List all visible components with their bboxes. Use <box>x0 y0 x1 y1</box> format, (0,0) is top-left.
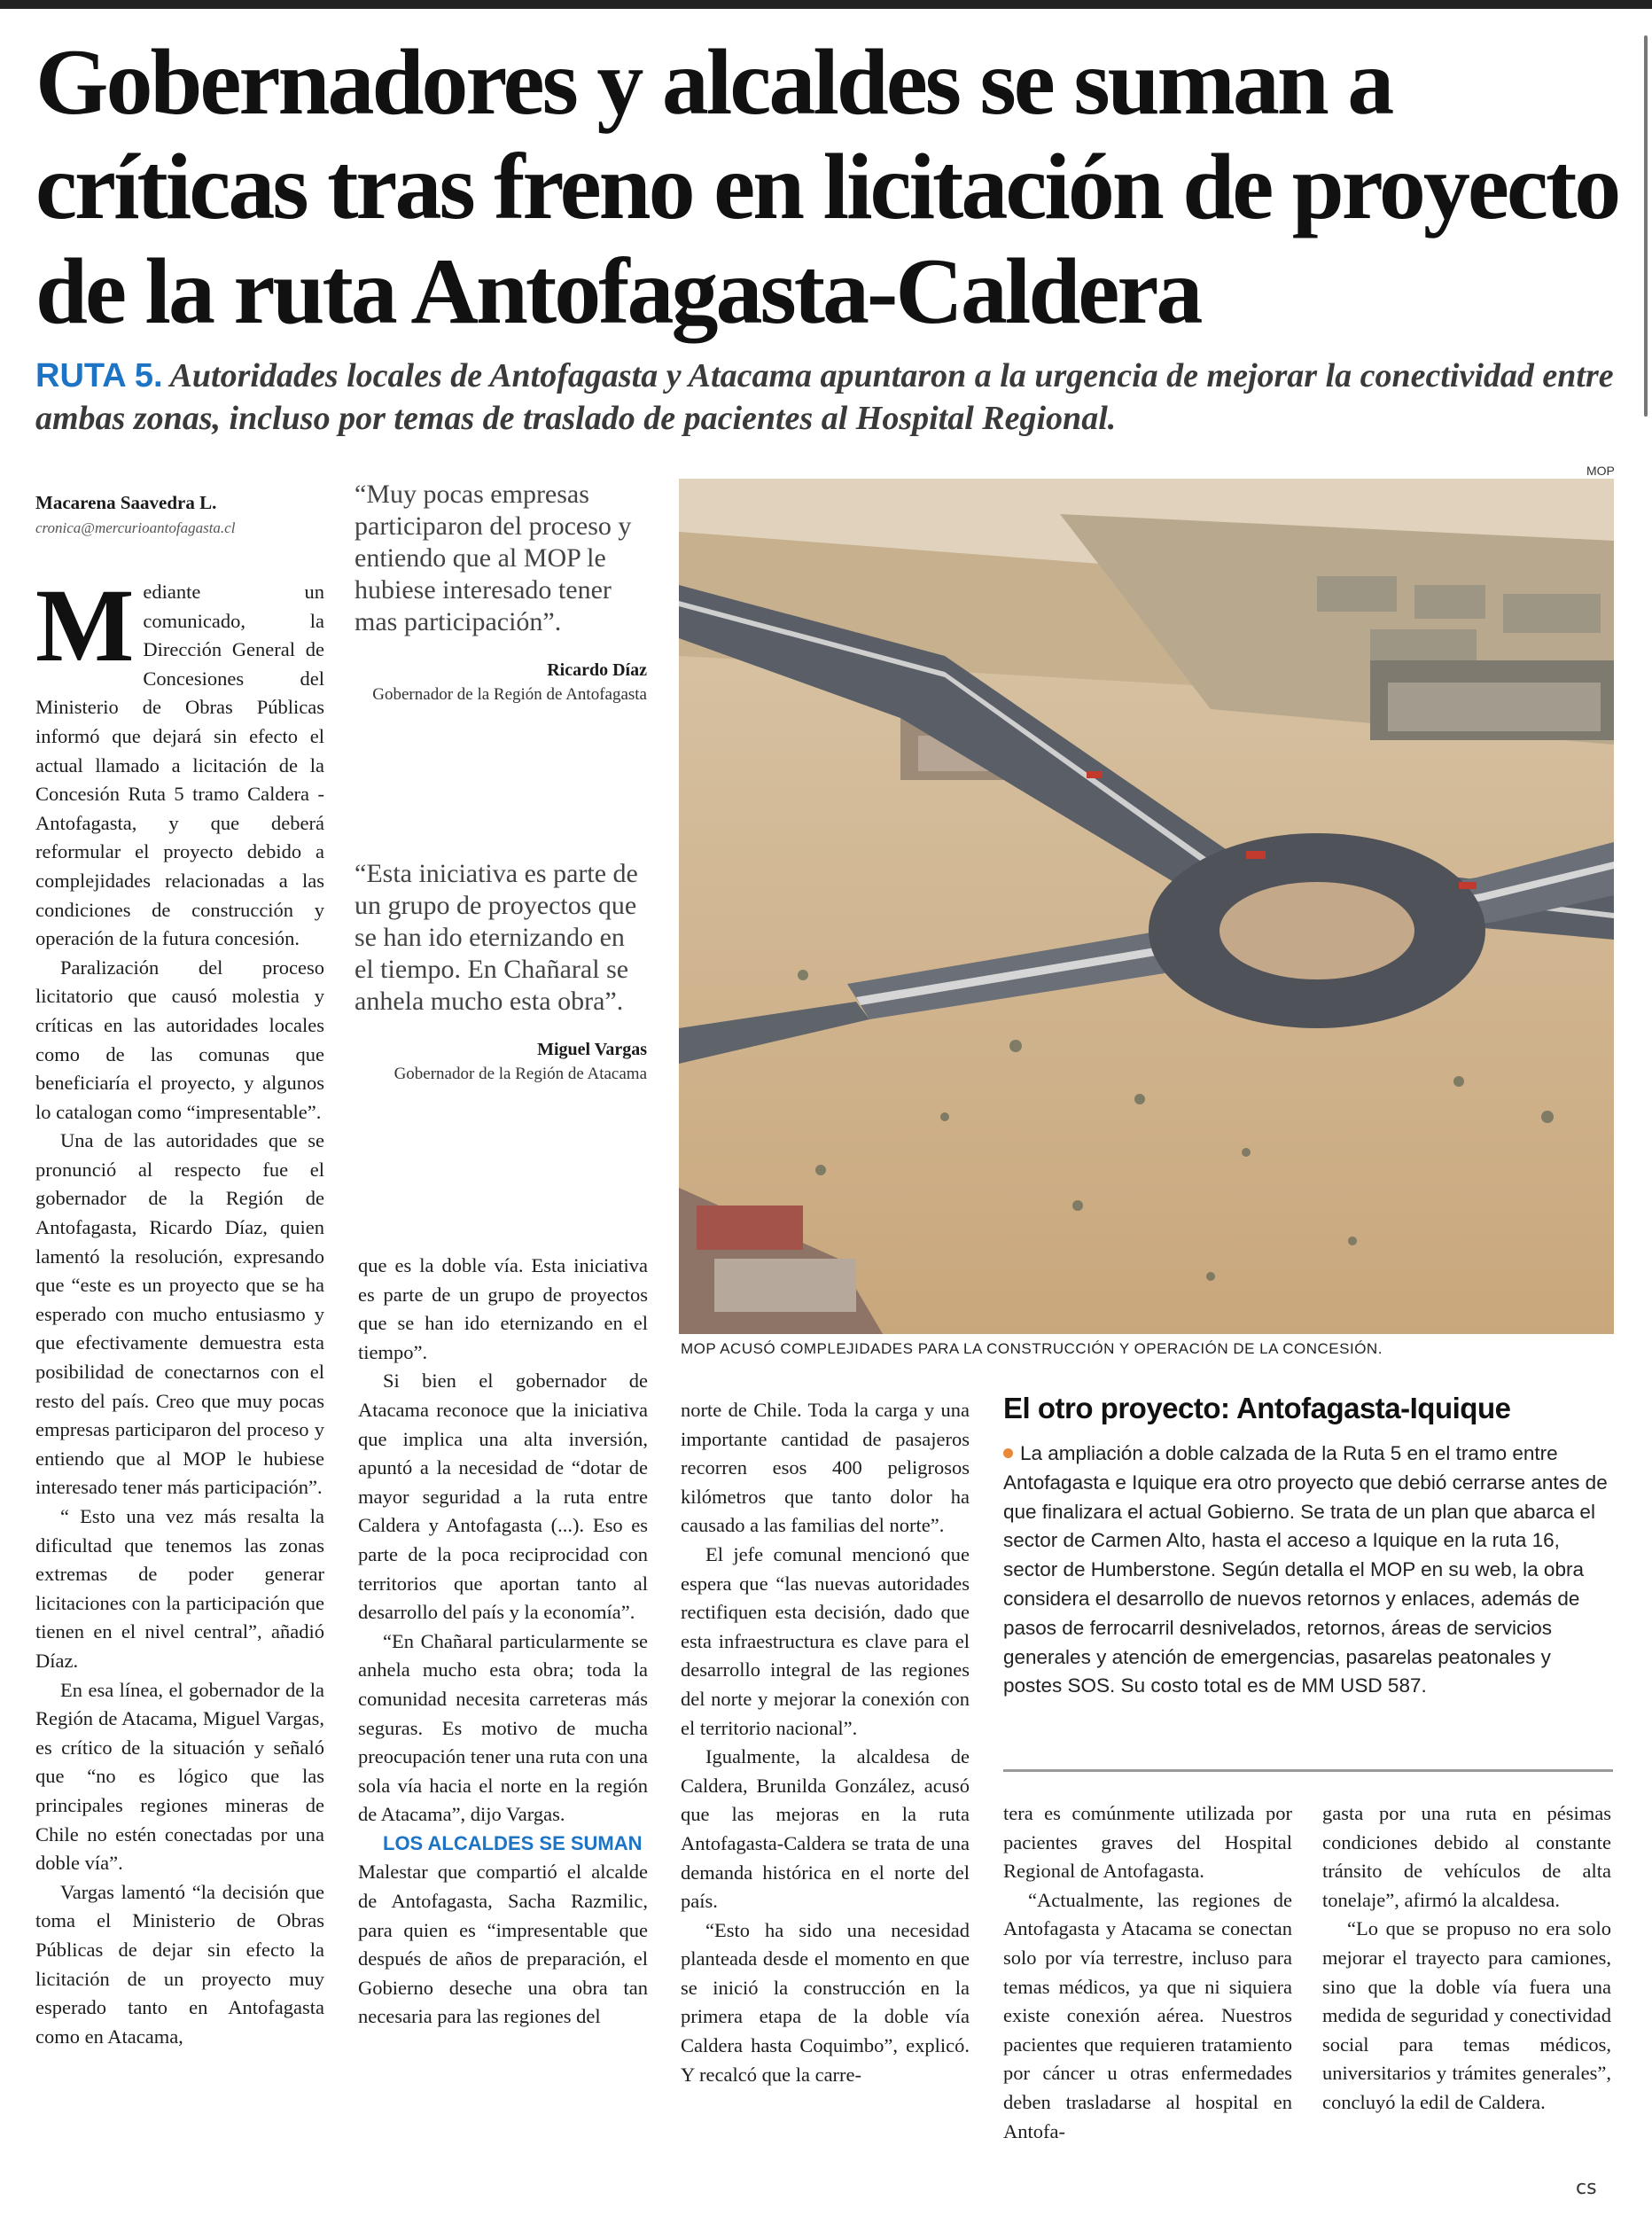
column-4 <box>1003 1799 1292 2146</box>
sidebar-box <box>1003 1392 1610 1701</box>
drop-cap: M <box>35 567 135 683</box>
end-mark-icon: cs <box>1576 2177 1597 2199</box>
paragraph: “En Chañaral particularmente se anhela mucho esta obra; toda la comunidad necesita carreteras más seguras. Es motivo de mucha preocupación tener una ruta con una sola vía hacia el norte en la región de Atacama”, dijo Vargas. <box>358 1629 648 1826</box>
byline <box>35 489 319 541</box>
section-subhead: LOS ALCALDES SE SUMAN <box>383 1831 643 1854</box>
paragraph: El jefe comunal mencionó que espera que “las nuevas autoridades rectifiquen esta decisión, dado que esta infraestructura es clave para el desarrollo integral de las regiones del norte y mejorar la conexión con el territorio nacional”. <box>681 1542 970 1739</box>
column-1 <box>35 567 324 2051</box>
kicker: RUTA 5. <box>35 357 163 394</box>
top-rule <box>0 0 1652 9</box>
paragraph: “Lo que se propuso no era solo mejorar el trayecto para camiones, sino que la doble vía fuera una medida de seguridad y conectividad social para temas médicos, universitarios y trámites generales”, concluyó la edil de Caldera. <box>1322 1917 1611 2113</box>
paragraph: “Actualmente, las regiones de Antofagasta y Atacama se conectan solo por vía terrestre, incluso para temas médicos, ya que ni siquiera existe conexión aérea. Nuestros pacientes que requieren tratamiento por cáncer u otras enfermedades deben trasladarse al hospital en Antofa- <box>1003 1888 1292 2142</box>
scrollbar-thumb[interactable] <box>1644 35 1648 417</box>
paragraph: En esa línea, el gobernador de la Región de Atacama, Miguel Vargas, es crítico de la situación y señaló que “no es lógico que las principales regiones mineras de Chile no estén conectadas por una doble vía”. <box>35 1678 324 1875</box>
paragraph: Igualmente, la alcaldesa de Caldera, Brunilda González, acusó que las mejoras en la ruta Antofagasta-Caldera se trata de una demanda histórica en el norte del país. <box>681 1745 970 1913</box>
paragraph: gasta por una ruta en pésimas condiciones debido al constante tránsito de vehículos de alta tonelaje”, afirmó la alcaldesa. <box>1322 1802 1611 1911</box>
quote-role: Gobernador de la Región de Atacama <box>394 1065 647 1083</box>
sidebar-body <box>1003 1440 1610 1701</box>
headline: Gobernadores y alcaldes se suman a críticas tras freno en licitación de proyecto de la ruta Antofagasta-Caldera <box>35 30 1619 343</box>
column-5 <box>1322 1799 1611 2118</box>
author-name: Macarena Saavedra L. <box>35 492 217 513</box>
sidebar-title: El otro proyecto: Antofagasta-Iquique <box>1003 1392 1511 1424</box>
paragraph: “Esto ha sido una necesidad planteada desde el momento en que se inició la construcción en la primera etapa de la doble vía Caldera hasta Coquimbo”, explicó. Y recalcó que la carre- <box>681 1918 970 2086</box>
aerial-road-illustration <box>679 479 1614 1334</box>
photo-credit: MOP <box>1586 464 1615 478</box>
pull-quote-vargas <box>355 858 647 1087</box>
quote-name: Ricardo Díaz <box>547 660 647 680</box>
quote-text: “Esta iniciativa es parte de un grupo de proyectos que se han ido eternizando en el tiempo. En Chañaral se anhela mucho esta obra”. <box>355 859 638 1016</box>
aerial-road-photo <box>679 479 1614 1334</box>
deck <box>35 355 1622 440</box>
paragraph: “ Esto una vez más resalta la dificultad que tenemos las zonas extremas de poder generar licitaciones con la participación que tienen en el nivel central”, añadió Díaz. <box>35 1505 324 1672</box>
quote-text: “Muy pocas empresas participaron del proceso y entiendo que al MOP le hubiese interesado tener mas participación”. <box>355 480 632 636</box>
pull-quote-diaz <box>355 479 647 707</box>
paragraph: norte de Chile. Toda la carga y una importante cantidad de pasajeros recorren esos 400 peligrosos kilómetros que tanto dolor ha causado a las familias del norte”. <box>681 1399 970 1537</box>
column-3 <box>681 1396 970 2089</box>
paragraph: Vargas lamentó “la decisión que toma el Ministerio de Obras Públicas de dejar sin efecto la licitación de un proyecto muy esperado tanto en Antofagasta como en Atacama, <box>35 1880 324 2048</box>
paragraph: Malestar que compartió el alcalde de Antofagasta, Sacha Razmilic, para quien es “impresentable que después de años de preparación, el Gobierno deseche una obra tan necesaria para las regiones del <box>358 1861 648 2028</box>
sidebar-divider <box>1003 1769 1613 1772</box>
bullet-icon <box>1003 1448 1013 1458</box>
quote-role: Gobernador de la Región de Antofagasta <box>372 685 647 704</box>
paragraph: Si bien el gobernador de Atacama reconoce que la iniciativa que implica una alta inversión, apuntó a la necesidad de “dotar de mayor seguridad a la ruta entre Caldera y Antofagasta (...). Eso es parte de la poca reciprocidad con territorios que aportan tanto al desarrollo del país y la economía”. <box>358 1369 648 1624</box>
author-email[interactable]: cronica@mercurioantofagasta.cl <box>35 519 236 536</box>
paragraph: que es la doble vía. Esta iniciativa es parte de un grupo de proyectos que se han ido eternizando en el tiempo”. <box>358 1254 648 1363</box>
paragraph: tera es comúnmente utilizada por pacientes graves del Hospital Regional de Antofagasta. <box>1003 1802 1292 1883</box>
photo-caption: MOP ACUSÓ COMPLEJIDADES PARA LA CONSTRUCCIÓN Y OPERACIÓN DE LA CONCESIÓN. <box>681 1340 1383 1357</box>
column-2 <box>358 1252 648 2032</box>
sidebar-text: La ampliación a doble calzada de la Ruta 5 en el tramo entre Antofagasta e Iquique era otro proyecto que debió cerrarse antes de que finalizara el actual Gobierno. Se trata de un plan que abarca el sector de Carmen Alto, hasta el acceso a Iquique en la ruta 16, sector de Humberstone. Según detalla el MOP en su web, la obra considera el desarrollo de nuevos retornos y enlaces, además de pasos de ferrocarril desnivelados, retornos, áreas de servicios generales y atención de emergencias, pasarelas peatonales y postes SOS. Su costo total es de MM USD 587. <box>1003 1442 1608 1697</box>
deck-text: Autoridades locales de Antofagasta y Atacama apuntaron a la urgencia de mejorar la conectividad entre ambas zonas, incluso por temas de traslado de pacientes al Hospital Regional. <box>35 357 1614 437</box>
quote-name: Miguel Vargas <box>537 1040 647 1059</box>
paragraph: Paralización del proceso licitatorio que causó molestia y críticas en las autoridades locales como de las comunas que beneficiaría el proyecto, y algunos lo catalogan como “impresentable”. <box>35 956 324 1123</box>
paragraph: Una de las autoridades que se pronunció al respecto fue el gobernador de la Región de Antofagasta, Ricardo Díaz, quien lamentó la resolución, expresando que “este es un proyecto que se ha esperado con mucho entusiasmo y que efectivamente demuestra esta posibilidad de conectarnos con el resto del país. Creo que muy pocas empresas participaron del proceso y entiendo que al MOP le hubiese interesado tener más participación”. <box>35 1129 324 1499</box>
paragraph: ediante un comunicado, la Dirección General de Concesiones del Ministerio de Obras Públicas informó que dejará sin efecto el actual llamado a licitación de la Concesión Ruta 5 tramo Caldera -Antofagasta, y que deberá reformular el proyecto debido a complejidades relacionadas a las condiciones de construcción y operación de la futura concesión. <box>35 581 324 950</box>
